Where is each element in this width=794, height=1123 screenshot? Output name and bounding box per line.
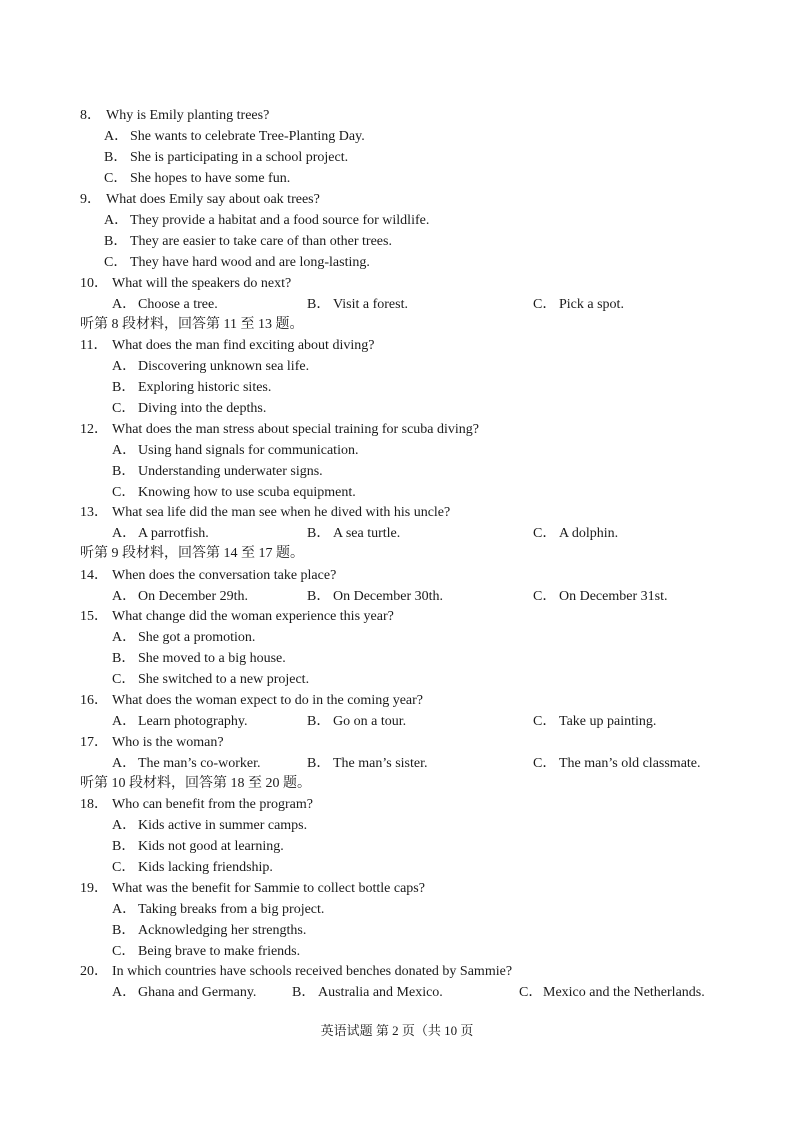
option-letter: B． (112, 839, 136, 854)
option-text: Understanding underwater signs. (138, 464, 323, 479)
option-letter: B． (307, 756, 331, 771)
section-heading-text: 听第 9 段材料，回答第 14 至 17 题。 (80, 546, 304, 561)
question-number: 8． (80, 108, 101, 123)
option-letter: A． (112, 526, 137, 541)
option-text: Visit a forest. (333, 297, 408, 312)
option-letter: A． (112, 589, 137, 604)
question-number: 10． (80, 276, 108, 291)
option-letter: C． (533, 714, 557, 729)
option-text: She is participating in a school project. (130, 150, 349, 165)
option-letter: A． (104, 213, 129, 228)
option-text: Choose a tree. (138, 297, 218, 312)
option-letter: B． (307, 714, 331, 729)
option-text: Discovering unknown sea life. (138, 359, 310, 374)
question-number: 18． (80, 797, 108, 812)
option-text: On December 30th. (333, 589, 444, 604)
option-letter: C． (533, 526, 557, 541)
question-text: In which countries have schools received benches donated by Sammie? (112, 964, 513, 979)
option-text: Being brave to make friends. (138, 944, 301, 959)
option-letter: C． (112, 860, 136, 875)
section-heading-text: 听第 8 段材料，回答第 11 至 13 题。 (80, 317, 304, 332)
question-number: 9． (80, 192, 101, 207)
option-text: Knowing how to use scuba equipment. (138, 485, 356, 500)
option-text: A sea turtle. (333, 526, 401, 541)
section-heading-text: 听第 10 段材料，回答第 18 至 20 题。 (80, 776, 311, 791)
option-text: Diving into the depths. (138, 401, 267, 416)
question-text: What does Emily say about oak trees? (106, 192, 320, 207)
option-text: Pick a spot. (559, 297, 624, 312)
option-letter: A． (112, 359, 137, 374)
question-text: What will the speakers do next? (112, 276, 292, 291)
option-text: The man’s old classmate. (559, 756, 701, 771)
option-letter: C． (533, 589, 557, 604)
option-letter: C． (533, 756, 557, 771)
option-text: She hopes to have some fun. (130, 171, 291, 186)
question-number: 12． (80, 422, 108, 437)
option-letter: C． (519, 985, 543, 1000)
option-text: A dolphin. (559, 526, 619, 541)
option-text: The man’s co-worker. (138, 756, 261, 771)
option-text: Australia and Mexico. (318, 985, 443, 1000)
option-letter: B． (112, 380, 136, 395)
option-letter: B． (307, 589, 331, 604)
option-text: Mexico and the Netherlands. (543, 985, 705, 1000)
question-number: 15． (80, 609, 108, 624)
option-text: They are easier to take care of than other trees. (130, 234, 392, 249)
option-text: Exploring historic sites. (138, 380, 272, 395)
option-text: Take up painting. (559, 714, 657, 729)
option-text: Kids active in summer camps. (138, 818, 308, 833)
option-letter: C． (112, 485, 136, 500)
option-letter: C． (112, 401, 136, 416)
question-number: 11． (80, 338, 108, 353)
option-text: Kids not good at learning. (138, 839, 284, 854)
question-text: What change did the woman experience this year? (112, 609, 394, 624)
question-number: 16． (80, 693, 108, 708)
option-text: Ghana and Germany. (138, 985, 257, 1000)
option-letter: A． (112, 443, 137, 458)
option-letter: A． (112, 756, 137, 771)
question-text: Who is the woman? (112, 735, 224, 750)
question-text: When does the conversation take place? (112, 568, 337, 583)
option-letter: B． (292, 985, 316, 1000)
option-letter: B． (307, 297, 331, 312)
option-text: On December 29th. (138, 589, 249, 604)
question-text: What was the benefit for Sammie to collect bottle caps? (112, 881, 425, 896)
option-letter: C． (112, 672, 136, 687)
option-letter: B． (307, 526, 331, 541)
option-letter: C． (533, 297, 557, 312)
option-letter: C． (104, 255, 128, 270)
option-text: Acknowledging her strengths. (138, 923, 307, 938)
question-text: What sea life did the man see when he dived with his uncle? (112, 505, 451, 520)
option-letter: B． (112, 651, 136, 666)
option-text: She moved to a big house. (138, 651, 286, 666)
option-text: She wants to celebrate Tree-Planting Day. (130, 129, 365, 144)
option-text: Learn photography. (138, 714, 248, 729)
question-text: What does the woman expect to do in the coming year? (112, 693, 424, 708)
option-text: Kids lacking friendship. (138, 860, 273, 875)
option-letter: A． (112, 985, 137, 1000)
option-text: On December 31st. (559, 589, 668, 604)
question-text: Who can benefit from the program? (112, 797, 313, 812)
question-text: What does the man stress about special training for scuba diving? (112, 422, 480, 437)
option-letter: A． (104, 129, 129, 144)
question-text: Why is Emily planting trees? (106, 108, 270, 123)
option-letter: B． (104, 150, 128, 165)
option-letter: A． (112, 630, 137, 645)
page-footer: 英语试题 第 2 页（共 10 页 (320, 1023, 474, 1038)
option-text: Using hand signals for communication. (138, 443, 359, 458)
question-text: What does the man find exciting about diving? (112, 338, 375, 353)
question-number: 13． (80, 505, 108, 520)
option-letter: A． (112, 297, 137, 312)
option-letter: A． (112, 714, 137, 729)
option-letter: B． (112, 923, 136, 938)
option-letter: B． (112, 464, 136, 479)
question-number: 20． (80, 964, 108, 979)
option-letter: A． (112, 818, 137, 833)
question-number: 19． (80, 881, 108, 896)
option-letter: B． (104, 234, 128, 249)
option-letter: C． (112, 944, 136, 959)
option-text: She got a promotion. (138, 630, 256, 645)
option-text: She switched to a new project. (138, 672, 310, 687)
option-letter: C． (104, 171, 128, 186)
question-number: 17． (80, 735, 108, 750)
option-text: Go on a tour. (333, 714, 407, 729)
question-number: 14． (80, 568, 108, 583)
option-text: They provide a habitat and a food source for wildlife. (130, 213, 430, 228)
option-text: The man’s sister. (333, 756, 428, 771)
option-letter: A． (112, 902, 137, 917)
option-text: Taking breaks from a big project. (138, 902, 325, 917)
option-text: They have hard wood and are long-lasting. (130, 255, 370, 270)
option-text: A parrotfish. (138, 526, 209, 541)
